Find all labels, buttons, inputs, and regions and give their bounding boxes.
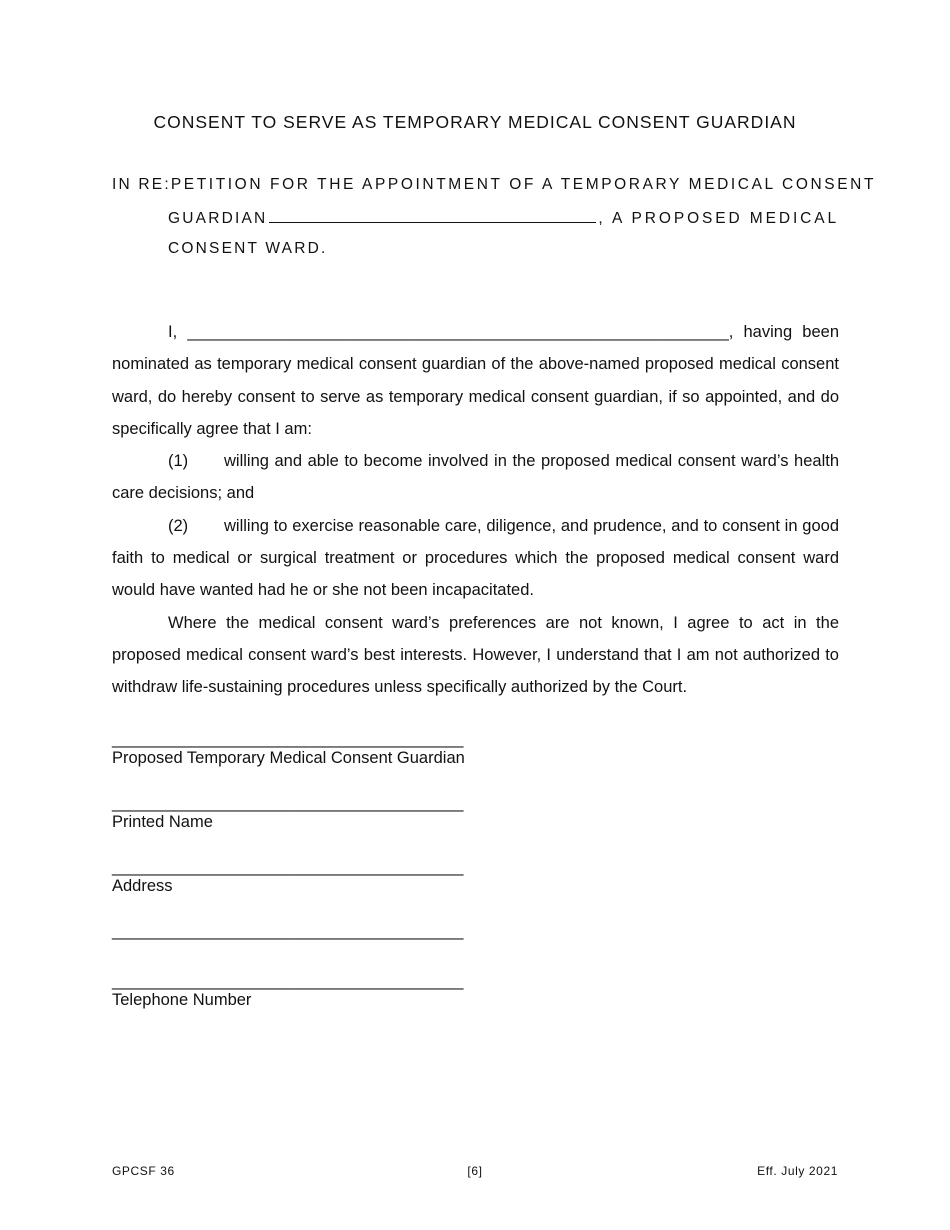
- printed-name-label: Printed Name: [112, 813, 213, 831]
- intro-paragraph: I, ___________________________________________________________, having been nominated as temporary medical consent guardian of the above-named proposed medical consent ward, do hereby consent to serve as temporary medical consent guardian, if so appointed, and do specifically agree that I am:: [112, 323, 839, 438]
- item-1-number: (1): [168, 452, 189, 471]
- in-re-line-3: CONSENT WARD.: [168, 240, 328, 257]
- item-1-text: willing and able to become involved in the proposed medical consent ward’s health care decisions; and: [112, 452, 839, 503]
- item-2: [112, 510, 839, 607]
- printed-name-block: [112, 794, 484, 832]
- address-block: [112, 858, 484, 896]
- address-continuation-block: [112, 922, 484, 940]
- address-label: Address: [112, 877, 173, 895]
- footer-page-number: [6]: [467, 1164, 483, 1178]
- guardian-signature-line[interactable]: ________________________________________: [112, 730, 464, 748]
- consent-body: [112, 316, 839, 704]
- footer-effective-date: Eff. July 2021: [757, 1164, 838, 1178]
- item-1: [112, 445, 839, 510]
- item-2-text: willing to exercise reasonable care, diligence, and prudence, and to consent in good faith to medical or surgical treatment or procedures which the proposed medical consent ward would have wanted had he or she not been incapacitated.: [112, 516, 839, 600]
- item-2-number: (2): [168, 516, 189, 535]
- in-re-proposed-ward: , A PROPOSED MEDICAL: [598, 210, 839, 227]
- telephone-label: Telephone Number: [112, 991, 252, 1009]
- in-re-petition-text: PETITION FOR THE APPOINTMENT OF A TEMPORARY MEDICAL CONSENT: [170, 176, 877, 193]
- footer-form-id: GPCSF 36: [112, 1164, 175, 1178]
- guardian-signature-block: [112, 730, 484, 768]
- in-re-prefix: IN RE:: [112, 176, 171, 193]
- in-re-line-2: [168, 208, 839, 228]
- telephone-line[interactable]: ________________________________________: [112, 972, 464, 990]
- address-line-2[interactable]: ________________________________________: [112, 922, 464, 940]
- in-re-guardian-word: GUARDIAN: [168, 210, 268, 227]
- telephone-block: [112, 972, 484, 1010]
- document-title: CONSENT TO SERVE AS TEMPORARY MEDICAL CONSENT GUARDIAN: [153, 112, 797, 132]
- address-line-1[interactable]: ________________________________________: [112, 858, 464, 876]
- guardian-name-blank[interactable]: [269, 208, 596, 223]
- in-re-line-1: [112, 176, 877, 194]
- printed-name-line[interactable]: ________________________________________: [112, 794, 464, 812]
- closing-paragraph: Where the medical consent ward’s preferences are not known, I agree to act in the proposed medical consent ward’s best interests. However, I understand that I am not authorized to withdraw life-sustaining procedures unless specifically authorized by the Court.: [112, 613, 839, 697]
- guardian-signature-label: Proposed Temporary Medical Consent Guardian: [112, 749, 465, 767]
